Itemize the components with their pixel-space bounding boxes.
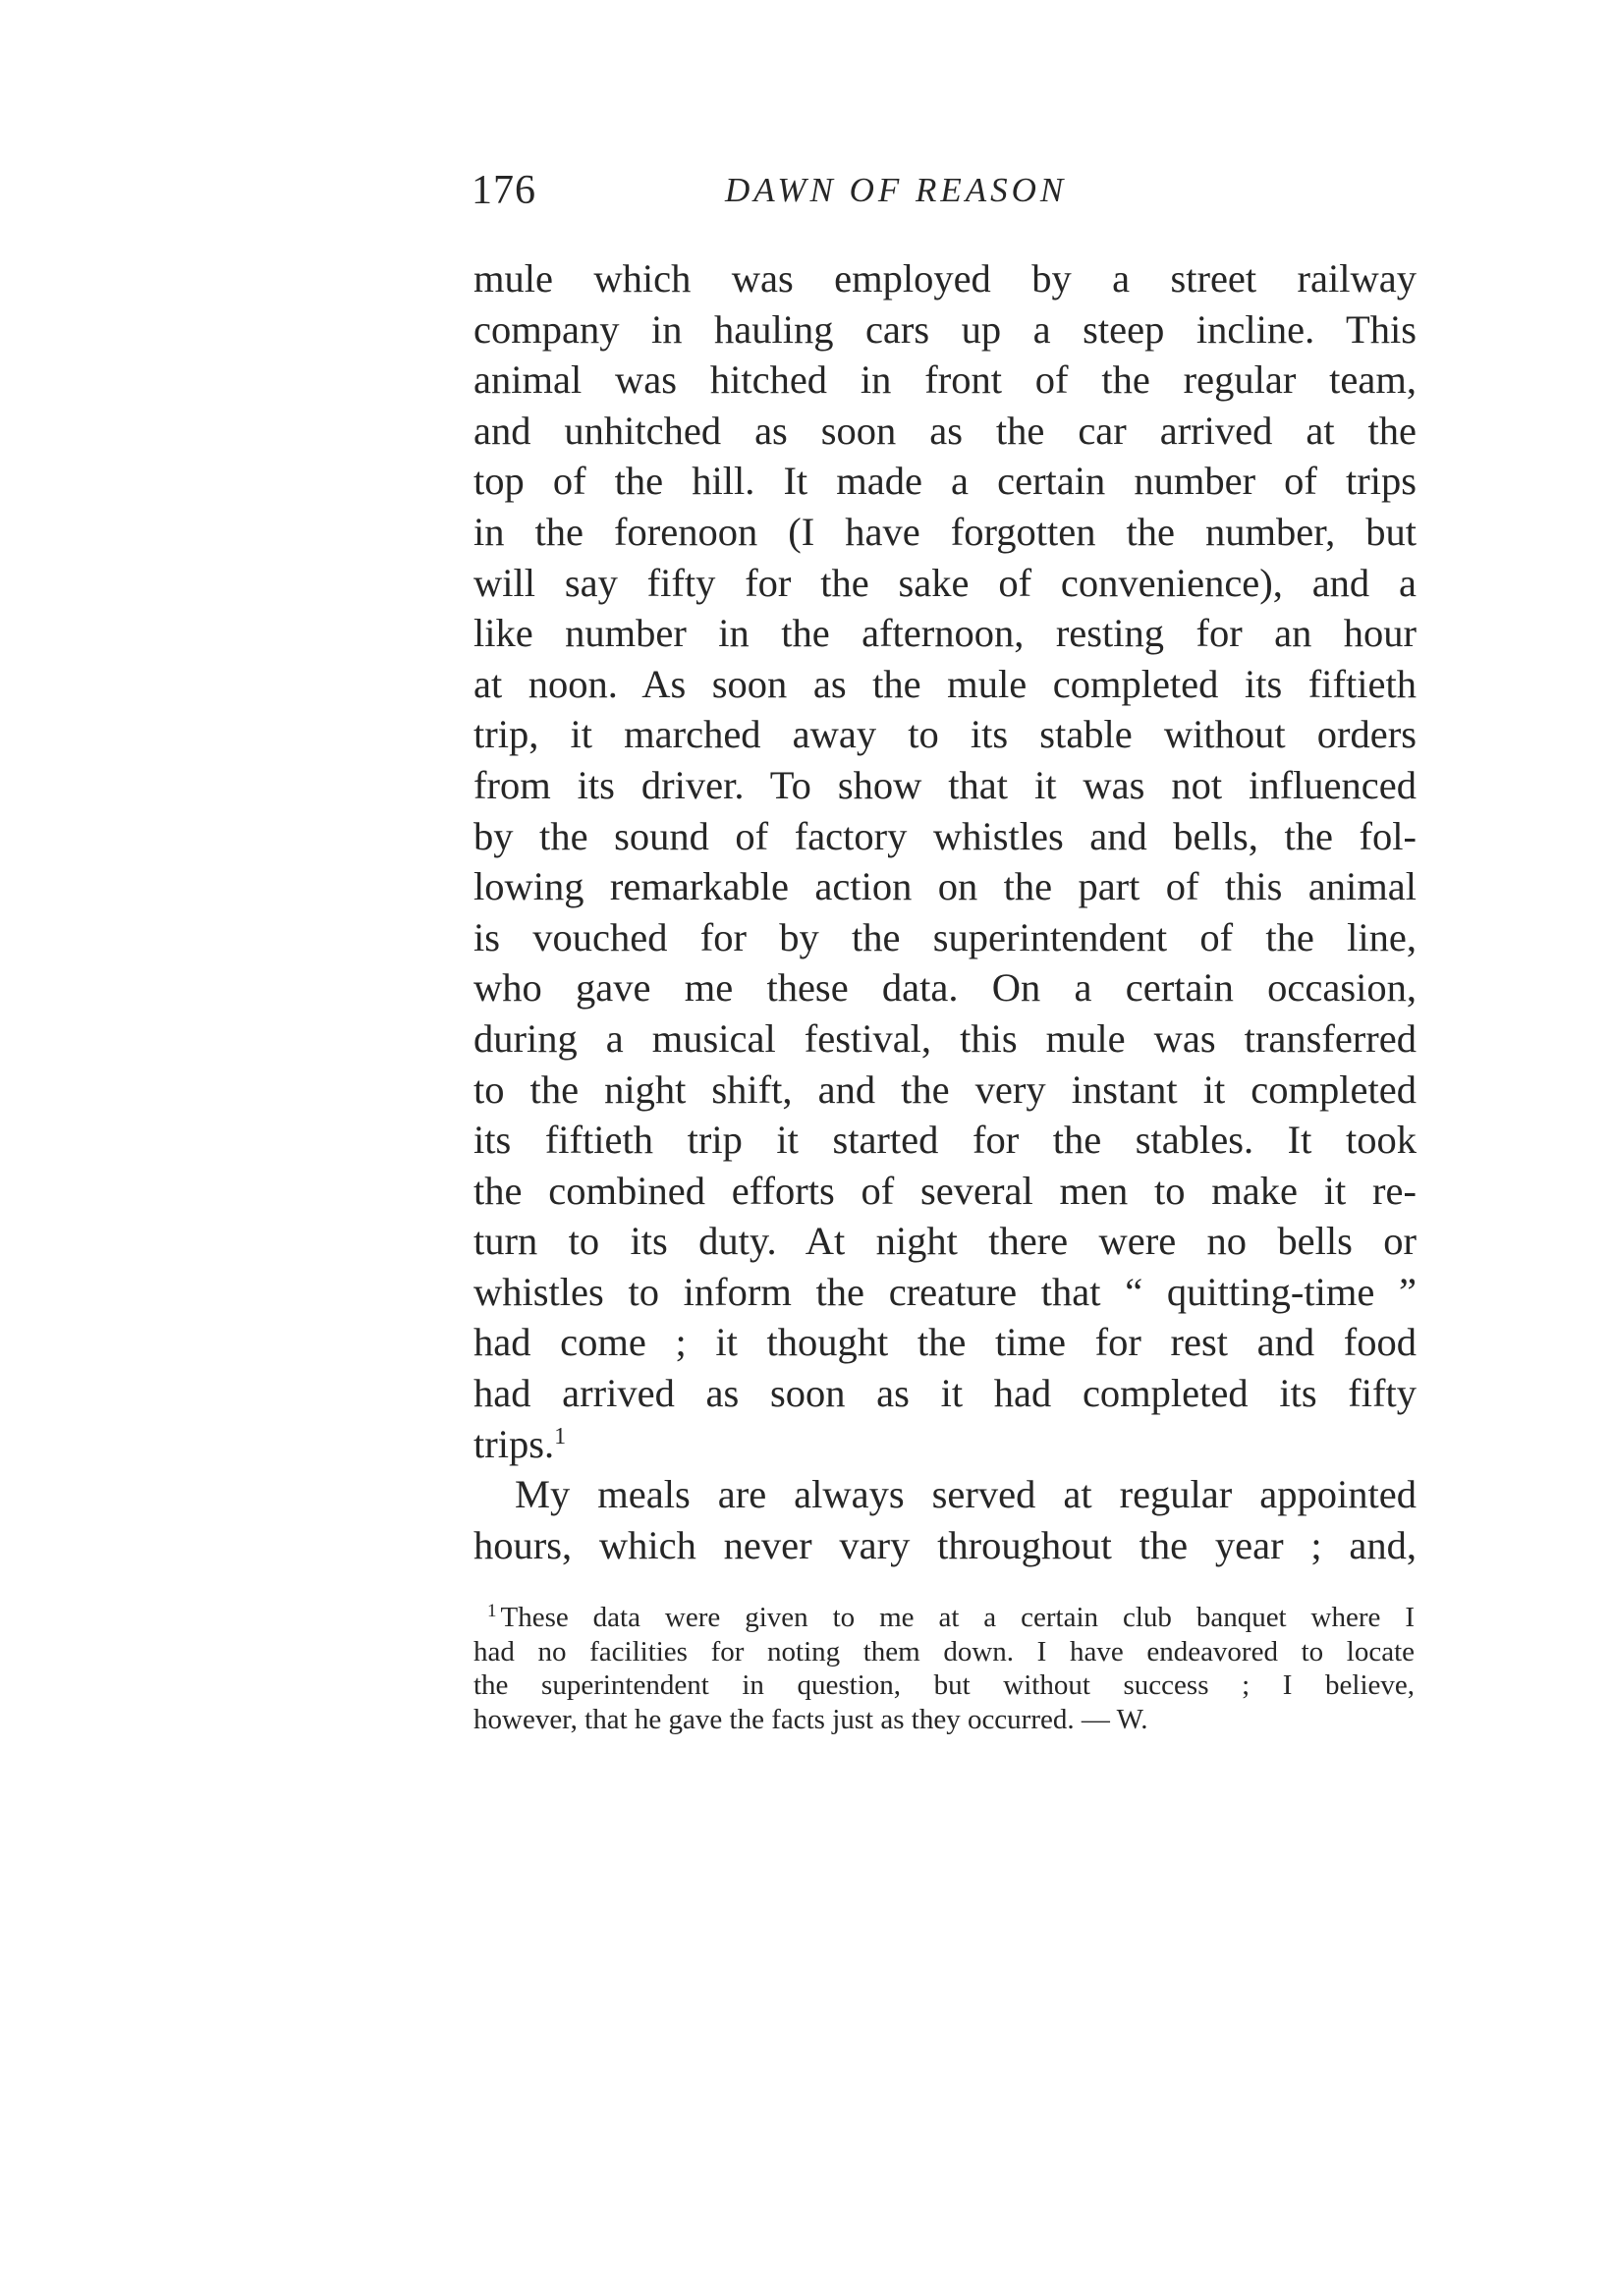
running-title: DAWN OF REASON [725,171,1068,209]
text-line: is vouched for by the superintendent of the line, [473,914,1417,959]
footnote [473,1601,1415,1736]
text-line-last [473,1419,1417,1470]
text-line: turn to its duty. At night there were no bells or [473,1219,1417,1264]
paragraph-1-ending: trips. [473,1421,555,1466]
text-line: whistles to inform the creature that “ quitting-time ” [473,1269,1417,1314]
text-line: will say fifty for the sake of convenience), and a [473,560,1417,605]
text-line: trip, it marched away to its stable without orders [473,712,1417,757]
footnote-line [473,1601,1415,1635]
text-line: hours, which never vary throughout the year ; and, [473,1522,1417,1567]
text-line: animal was hitched in front of the regular team, [473,357,1417,403]
text-line: had come ; it thought the time for rest and food [473,1320,1417,1365]
text-line: like number in the afternoon, resting for an hour [473,611,1417,656]
text-line: mule which was employed by a street railway [473,256,1417,301]
text-line: in the forenoon (I have forgotten the number, but [473,509,1417,554]
text-line: top of the hill. It made a certain number of trips [473,459,1417,504]
paragraph-2 [473,1469,1417,1570]
footnote-label: 1 [487,1601,497,1621]
page-number: 176 [472,168,536,213]
text-line: had arrived as soon as it had completed its fifty [473,1371,1417,1416]
text-line: from its driver. To show that it was not influenced [473,762,1417,807]
running-head [472,167,1434,226]
body-text [473,253,1417,1570]
text-line: at noon. As soon as the mule completed its fiftieth [473,661,1417,706]
text-line: company in hauling cars up a steep incline. This [473,306,1417,352]
footnote-line: had no facilities for noting them down. I have endeavored to locate [473,1635,1415,1667]
footnote-text: These data were given to me at a certain club banquet where I [500,1602,1415,1633]
text-line: My meals are always served at regular appointed [515,1472,1417,1517]
text-line: during a musical festival, this mule was transferred [473,1015,1417,1061]
text-line: lowing remarkable action on the part of this animal [473,864,1417,909]
text-line: who gave me these data. On a certain occasion, [473,965,1417,1011]
paragraph-1 [473,253,1417,1469]
text-line: the combined efforts of several men to make it re- [473,1168,1417,1213]
footnote-line: the superintendent in question, but without success ; I believe, [473,1669,1415,1701]
text-line: by the sound of factory whistles and bells, the fol- [473,813,1417,858]
footnote-reference: 1 [554,1423,567,1449]
footnote-line: however, that he gave the facts just as they occurred. — W. [473,1703,1148,1735]
text-line: its fiftieth trip it started for the stables. It took [473,1118,1417,1163]
text-line: to the night shift, and the very instant it completed [473,1066,1417,1112]
text-line: and unhitched as soon as the car arrived at the [473,408,1417,453]
